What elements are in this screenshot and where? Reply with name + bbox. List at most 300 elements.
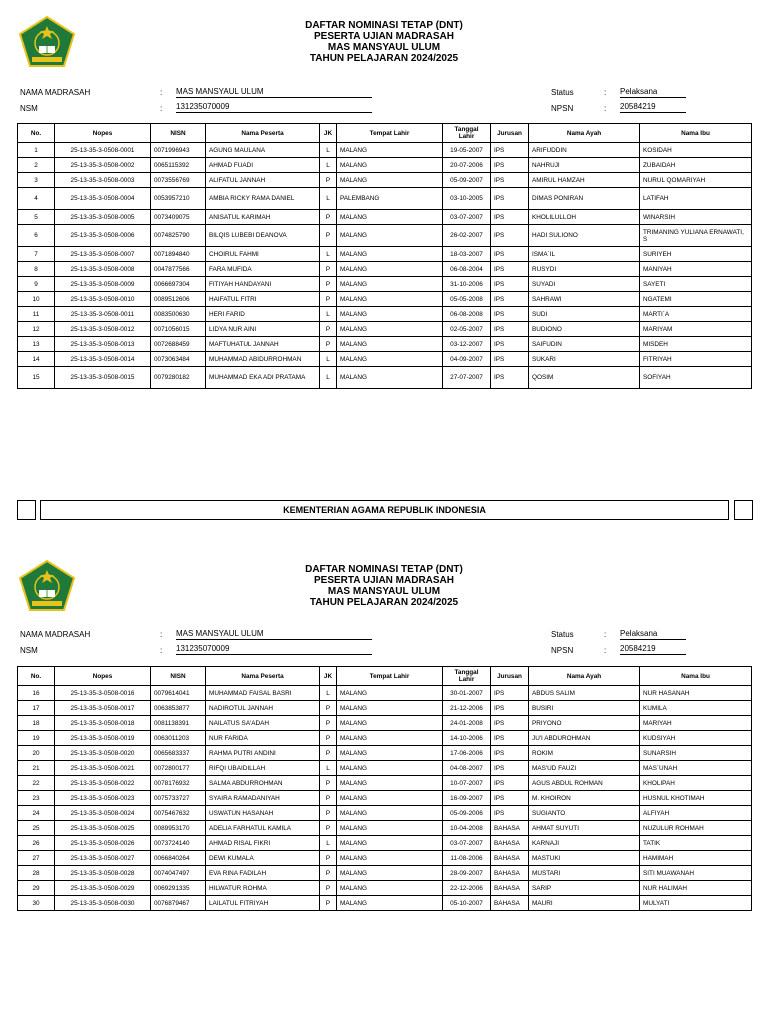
cell-jurusan: BAHASA xyxy=(491,851,529,866)
cell-no: 19 xyxy=(18,731,55,746)
status-value: Pelaksana xyxy=(620,87,686,98)
cell-nisn: 0047877566 xyxy=(151,262,206,277)
table-row xyxy=(18,307,752,322)
cell-jurusan: IPS xyxy=(491,337,529,352)
cell-jk: L xyxy=(320,367,337,389)
cell-jk: L xyxy=(320,158,337,173)
cell-nama-ayah: KHOLILULLOH xyxy=(529,210,640,225)
cell-no: 9 xyxy=(18,277,55,292)
colon: : xyxy=(604,104,607,113)
cell-tempat-lahir: MALANG xyxy=(337,225,443,247)
cell-jk: P xyxy=(320,866,337,881)
table-row xyxy=(18,262,752,277)
cell-nopes: 25-13-35-3-0508-0002 xyxy=(55,158,151,173)
cell-nama-ibu: LATIFAH xyxy=(640,188,752,210)
table-row xyxy=(18,866,752,881)
cell-nama-ibu: HAMIMAH xyxy=(640,851,752,866)
table-row xyxy=(18,337,752,352)
cell-tanggal-lahir: 04-08-2007 xyxy=(443,761,491,776)
cell-nama-ayah: ROKIM xyxy=(529,746,640,761)
header-jk: JK xyxy=(320,667,337,686)
cell-nama-peserta: RAHMA PUTRI ANDINI xyxy=(206,746,320,761)
header-nisn: NISN xyxy=(151,667,206,686)
cell-jurusan: BAHASA xyxy=(491,836,529,851)
cell-nopes: 25-13-35-3-0508-0016 xyxy=(55,686,151,701)
table-row xyxy=(18,896,752,911)
cell-jurusan: IPS xyxy=(491,731,529,746)
cell-jurusan: IPS xyxy=(491,307,529,322)
cell-tempat-lahir: MALANG xyxy=(337,776,443,791)
cell-no: 24 xyxy=(18,806,55,821)
cell-nama-ibu: HUSNUL KHOTIMAH xyxy=(640,791,752,806)
colon: : xyxy=(160,646,163,655)
cell-jurusan: IPS xyxy=(491,352,529,367)
header-nama-peserta: Nama Peserta xyxy=(206,124,320,143)
cell-nama-ayah: SUDI xyxy=(529,307,640,322)
cell-jurusan: IPS xyxy=(491,776,529,791)
cell-jk: P xyxy=(320,881,337,896)
cell-tanggal-lahir: 22-12-2006 xyxy=(443,881,491,896)
cell-tempat-lahir: MALANG xyxy=(337,210,443,225)
cell-jk: P xyxy=(320,896,337,911)
nsm-value: 131235070009 xyxy=(176,644,372,655)
cell-tanggal-lahir: 31-10-2006 xyxy=(443,277,491,292)
cell-tanggal-lahir: 11-08-2006 xyxy=(443,851,491,866)
cell-nisn: 0071996943 xyxy=(151,143,206,158)
cell-nisn: 0071056015 xyxy=(151,322,206,337)
cell-jk: P xyxy=(320,746,337,761)
cell-jk: P xyxy=(320,277,337,292)
cell-tanggal-lahir: 03-07-2007 xyxy=(443,836,491,851)
title-line-1: DAFTAR NOMINASI TETAP (DNT) xyxy=(305,20,463,31)
cell-nama-ayah: MUSTARI xyxy=(529,866,640,881)
cell-jk: P xyxy=(320,210,337,225)
table-row xyxy=(18,791,752,806)
cell-nisn: 0053957210 xyxy=(151,188,206,210)
nsm-label: NSM xyxy=(20,646,38,655)
cell-nama-peserta: HAIFATUL FITRI xyxy=(206,292,320,307)
cell-nisn: 0075467632 xyxy=(151,806,206,821)
cell-no: 16 xyxy=(18,686,55,701)
footer-right-box xyxy=(734,500,753,520)
cell-tempat-lahir: MALANG xyxy=(337,761,443,776)
colon: : xyxy=(604,630,607,639)
cell-nisn: 0075733727 xyxy=(151,791,206,806)
cell-nama-ayah: MASTUKI xyxy=(529,851,640,866)
cell-nama-ibu: MANIYAH xyxy=(640,262,752,277)
cell-nama-ayah: KARNAJI xyxy=(529,836,640,851)
cell-nisn: 0079280182 xyxy=(151,367,206,389)
cell-tanggal-lahir: 05-05-2008 xyxy=(443,292,491,307)
cell-nisn: 0063853877 xyxy=(151,701,206,716)
title-line-4: TAHUN PELAJARAN 2024/2025 xyxy=(309,53,459,64)
table-row xyxy=(18,701,752,716)
cell-jurusan: IPS xyxy=(491,247,529,262)
cell-no: 28 xyxy=(18,866,55,881)
cell-nama-ayah: NAHRUJI xyxy=(529,158,640,173)
cell-nama-peserta: NUR FARIDA xyxy=(206,731,320,746)
table-row xyxy=(18,881,752,896)
cell-tempat-lahir: MALANG xyxy=(337,701,443,716)
table-row xyxy=(18,851,752,866)
cell-no: 8 xyxy=(18,262,55,277)
table-row xyxy=(18,761,752,776)
cell-jk: P xyxy=(320,701,337,716)
cell-nama-ayah: SUGIANTO xyxy=(529,806,640,821)
cell-tanggal-lahir: 06-08-2004 xyxy=(443,262,491,277)
cell-nama-ayah: JU'I ABDUROHMAN xyxy=(529,731,640,746)
cell-tanggal-lahir: 03-12-2007 xyxy=(443,337,491,352)
cell-nama-ayah: ABDUS SALIM xyxy=(529,686,640,701)
cell-nama-peserta: MUHAMMAD FAISAL BASRI xyxy=(206,686,320,701)
cell-tempat-lahir: MALANG xyxy=(337,731,443,746)
header-nopes: Nopes xyxy=(55,124,151,143)
title-line-4: TAHUN PELAJARAN 2024/2025 xyxy=(309,597,459,608)
cell-jurusan: IPS xyxy=(491,686,529,701)
title-line-2: PESERTA UJIAN MADRASAH xyxy=(313,31,454,42)
cell-nama-peserta: RIFQI UBAIDILLAH xyxy=(206,761,320,776)
cell-jk: P xyxy=(320,731,337,746)
cell-nisn: 0089512606 xyxy=(151,292,206,307)
cell-nama-ibu: MULYATI xyxy=(640,896,752,911)
cell-nama-peserta: LIDYA NUR AINI xyxy=(206,322,320,337)
cell-tanggal-lahir: 05-09-2007 xyxy=(443,173,491,188)
cell-nama-ibu: MARIYAH xyxy=(640,716,752,731)
colon: : xyxy=(160,104,163,113)
colon: : xyxy=(160,630,163,639)
cell-nopes: 25-13-35-3-0508-0012 xyxy=(55,322,151,337)
cell-jk: P xyxy=(320,806,337,821)
cell-no: 20 xyxy=(18,746,55,761)
cell-nama-peserta: ADELIA FARHATUL KAMILA xyxy=(206,821,320,836)
cell-no: 27 xyxy=(18,851,55,866)
cell-nopes: 25-13-35-3-0508-0013 xyxy=(55,337,151,352)
participant-table xyxy=(17,123,752,389)
cell-tanggal-lahir: 30-01-2007 xyxy=(443,686,491,701)
cell-tempat-lahir: MALANG xyxy=(337,337,443,352)
cell-nisn: 0065115392 xyxy=(151,158,206,173)
cell-nama-peserta: BILQIS LUBEBI DEANOVA xyxy=(206,225,320,247)
cell-nisn: 0066840264 xyxy=(151,851,206,866)
cell-jurusan: IPS xyxy=(491,225,529,247)
cell-nama-peserta: NADIROTUL JANNAH xyxy=(206,701,320,716)
cell-nopes: 25-13-35-3-0508-0020 xyxy=(55,746,151,761)
cell-nama-ayah: ARIFUDDIN xyxy=(529,143,640,158)
cell-nisn: 0063011203 xyxy=(151,731,206,746)
cell-tanggal-lahir: 18-03-2007 xyxy=(443,247,491,262)
cell-nopes: 25-13-35-3-0508-0017 xyxy=(55,701,151,716)
cell-nama-peserta: AHMAD RISAL FIKRI xyxy=(206,836,320,851)
nsm-label: NSM xyxy=(20,104,38,113)
cell-nopes: 25-13-35-3-0508-0030 xyxy=(55,896,151,911)
cell-nisn: 0079614041 xyxy=(151,686,206,701)
title-line-2: PESERTA UJIAN MADRASAH xyxy=(313,575,454,586)
cell-nama-ibu: SITI MUAWANAH xyxy=(640,866,752,881)
cell-tanggal-lahir: 28-09-2007 xyxy=(443,866,491,881)
cell-nama-ibu: KOSIDAH xyxy=(640,143,752,158)
header-tempat-lahir: Tempat Lahir xyxy=(337,667,443,686)
cell-nama-peserta: AMBIA RICKY RAMA DANIEL xyxy=(206,188,320,210)
header-nama-peserta: Nama Peserta xyxy=(206,667,320,686)
header-jurusan: Jurusan xyxy=(491,124,529,143)
cell-tanggal-lahir: 27-07-2007 xyxy=(443,367,491,389)
cell-nopes: 25-13-35-3-0508-0022 xyxy=(55,776,151,791)
cell-tanggal-lahir: 02-05-2007 xyxy=(443,322,491,337)
colon: : xyxy=(604,88,607,97)
cell-nama-ibu: NUZULUR ROHMAH xyxy=(640,821,752,836)
cell-nopes: 25-13-35-3-0508-0007 xyxy=(55,247,151,262)
title-line-1: DAFTAR NOMINASI TETAP (DNT) xyxy=(305,564,463,575)
cell-nama-peserta: USWATUN HASANAH xyxy=(206,806,320,821)
cell-nopes: 25-13-35-3-0508-0009 xyxy=(55,277,151,292)
cell-nisn: 0074825790 xyxy=(151,225,206,247)
cell-nopes: 25-13-35-3-0508-0011 xyxy=(55,307,151,322)
cell-jk: P xyxy=(320,776,337,791)
header-jurusan: Jurusan xyxy=(491,667,529,686)
cell-nopes: 25-13-35-3-0508-0006 xyxy=(55,225,151,247)
cell-nama-ibu: KUDSIYAH xyxy=(640,731,752,746)
cell-tempat-lahir: MALANG xyxy=(337,881,443,896)
cell-nama-ayah: QOSIM xyxy=(529,367,640,389)
cell-nama-peserta: ANISATUL KARIMAH xyxy=(206,210,320,225)
cell-tempat-lahir: MALANG xyxy=(337,352,443,367)
cell-no: 14 xyxy=(18,352,55,367)
footer-ministry: KEMENTERIAN AGAMA REPUBLIK INDONESIA xyxy=(40,500,729,520)
participant-table xyxy=(17,666,752,911)
cell-tanggal-lahir: 17-06-2006 xyxy=(443,746,491,761)
cell-nama-ayah: AGUS ABDUL ROHMAN xyxy=(529,776,640,791)
cell-nama-ayah: PRIYONO xyxy=(529,716,640,731)
cell-tempat-lahir: MALANG xyxy=(337,247,443,262)
cell-jurusan: IPS xyxy=(491,367,529,389)
cell-jurusan: IPS xyxy=(491,746,529,761)
cell-no: 17 xyxy=(18,701,55,716)
cell-nama-peserta: FARA MUFIDA xyxy=(206,262,320,277)
cell-nopes: 25-13-35-3-0508-0026 xyxy=(55,836,151,851)
cell-jk: P xyxy=(320,791,337,806)
cell-tanggal-lahir: 10-04-2008 xyxy=(443,821,491,836)
cell-jk: L xyxy=(320,143,337,158)
cell-nopes: 25-13-35-3-0508-0014 xyxy=(55,352,151,367)
status-value: Pelaksana xyxy=(620,629,686,640)
cell-nopes: 25-13-35-3-0508-0005 xyxy=(55,210,151,225)
cell-nopes: 25-13-35-3-0508-0008 xyxy=(55,262,151,277)
cell-nama-peserta: DEWI KUMALA xyxy=(206,851,320,866)
cell-nisn: 0073063484 xyxy=(151,352,206,367)
cell-no: 13 xyxy=(18,337,55,352)
cell-tanggal-lahir: 19-05-2007 xyxy=(443,143,491,158)
cell-nama-ibu: NUR HALIMAH xyxy=(640,881,752,896)
cell-jk: P xyxy=(320,292,337,307)
cell-tanggal-lahir: 24-01-2008 xyxy=(443,716,491,731)
cell-tempat-lahir: MALANG xyxy=(337,746,443,761)
cell-jurusan: IPS xyxy=(491,701,529,716)
colon: : xyxy=(604,646,607,655)
cell-nama-peserta: ALIFATUL JANNAH xyxy=(206,173,320,188)
cell-nama-ibu: MARIYAM xyxy=(640,322,752,337)
cell-tempat-lahir: MALANG xyxy=(337,292,443,307)
cell-jk: L xyxy=(320,686,337,701)
cell-tempat-lahir: MALANG xyxy=(337,262,443,277)
cell-nisn: 0073724140 xyxy=(151,836,206,851)
cell-tanggal-lahir: 05-09-2006 xyxy=(443,806,491,821)
table-row xyxy=(18,821,752,836)
cell-nama-ayah: HADI SULIONO xyxy=(529,225,640,247)
page-title xyxy=(0,564,768,608)
cell-nama-ibu: NUR HASANAH xyxy=(640,686,752,701)
table-row xyxy=(18,225,752,247)
cell-tempat-lahir: MALANG xyxy=(337,307,443,322)
cell-nama-peserta: HILWATUR ROHMA xyxy=(206,881,320,896)
cell-nama-peserta: FITIYAH HANDAYANI xyxy=(206,277,320,292)
cell-nama-ibu: MAS`UNAH xyxy=(640,761,752,776)
cell-nama-peserta: SYAIRA RAMADANIYAH xyxy=(206,791,320,806)
cell-tempat-lahir: MALANG xyxy=(337,896,443,911)
cell-tanggal-lahir: 05-10-2007 xyxy=(443,896,491,911)
status-label: Status xyxy=(551,88,574,97)
cell-jk: P xyxy=(320,821,337,836)
cell-jurusan: IPS xyxy=(491,277,529,292)
cell-nopes: 25-13-35-3-0508-0003 xyxy=(55,173,151,188)
cell-tanggal-lahir: 26-02-2007 xyxy=(443,225,491,247)
cell-nisn: 0089953170 xyxy=(151,821,206,836)
cell-nama-ayah: ISMA`IL xyxy=(529,247,640,262)
cell-nisn: 0076879467 xyxy=(151,896,206,911)
cell-nama-ibu: SAYETI xyxy=(640,277,752,292)
cell-nama-ayah: SUYADI xyxy=(529,277,640,292)
cell-jurusan: BAHASA xyxy=(491,896,529,911)
nama-madrasah-label: NAMA MADRASAH xyxy=(20,630,91,639)
title-line-3: MAS MANSYAUL ULUM xyxy=(327,586,441,597)
table-row xyxy=(18,806,752,821)
cell-nama-ayah: SUKARI xyxy=(529,352,640,367)
cell-nopes: 25-13-35-3-0508-0021 xyxy=(55,761,151,776)
cell-tanggal-lahir: 20-07-2006 xyxy=(443,158,491,173)
cell-nopes: 25-13-35-3-0508-0023 xyxy=(55,791,151,806)
table-row xyxy=(18,367,752,389)
cell-nama-peserta: SALMA ABDURROHMAN xyxy=(206,776,320,791)
cell-nama-ayah: MAS'UD FAUZI xyxy=(529,761,640,776)
cell-nisn: 0073556769 xyxy=(151,173,206,188)
table-row xyxy=(18,322,752,337)
cell-nama-ayah: AHMAT SUYUTI xyxy=(529,821,640,836)
cell-jurusan: IPS xyxy=(491,210,529,225)
cell-no: 2 xyxy=(18,158,55,173)
cell-nama-peserta: AHMAD FUADI xyxy=(206,158,320,173)
cell-tanggal-lahir: 03-07-2007 xyxy=(443,210,491,225)
cell-nama-ibu: TATIK xyxy=(640,836,752,851)
cell-jk: P xyxy=(320,262,337,277)
cell-jurusan: IPS xyxy=(491,158,529,173)
cell-no: 23 xyxy=(18,791,55,806)
cell-nama-ibu: NURUL QOMARIYAH xyxy=(640,173,752,188)
cell-nopes: 25-13-35-3-0508-0018 xyxy=(55,716,151,731)
cell-nisn: 0072800177 xyxy=(151,761,206,776)
header-nama-ibu: Nama Ibu xyxy=(640,667,752,686)
title-line-3: MAS MANSYAUL ULUM xyxy=(327,42,441,53)
cell-nama-ayah: M. KHOIRON xyxy=(529,791,640,806)
cell-tempat-lahir: MALANG xyxy=(337,716,443,731)
cell-tanggal-lahir: 03-10-2005 xyxy=(443,188,491,210)
table-row xyxy=(18,277,752,292)
cell-nisn: 0081138391 xyxy=(151,716,206,731)
cell-nama-ayah: MAURI xyxy=(529,896,640,911)
cell-tempat-lahir: MALANG xyxy=(337,367,443,389)
cell-tanggal-lahir: 06-08-2008 xyxy=(443,307,491,322)
cell-nama-ibu: KHOLIPAH xyxy=(640,776,752,791)
cell-nama-ayah: DIMAS PONIRAN xyxy=(529,188,640,210)
table-row xyxy=(18,731,752,746)
cell-nama-ayah: BUDIONO xyxy=(529,322,640,337)
cell-tempat-lahir: MALANG xyxy=(337,821,443,836)
nama-madrasah-label: NAMA MADRASAH xyxy=(20,88,91,97)
cell-no: 1 xyxy=(18,143,55,158)
cell-jurusan: IPS xyxy=(491,143,529,158)
cell-nama-ibu: SURIYEH xyxy=(640,247,752,262)
table-row xyxy=(18,247,752,262)
cell-tempat-lahir: MALANG xyxy=(337,836,443,851)
cell-nisn: 0069291335 xyxy=(151,881,206,896)
cell-jk: L xyxy=(320,188,337,210)
cell-nopes: 25-13-35-3-0508-0024 xyxy=(55,806,151,821)
cell-no: 4 xyxy=(18,188,55,210)
cell-nama-ayah: SARIP xyxy=(529,881,640,896)
cell-nisn: 0073409075 xyxy=(151,210,206,225)
npsn-value: 20584219 xyxy=(620,102,686,113)
table-row xyxy=(18,836,752,851)
cell-tempat-lahir: MALANG xyxy=(337,686,443,701)
cell-nama-ayah: AMIRUL HAMZAH xyxy=(529,173,640,188)
cell-jurusan: IPS xyxy=(491,716,529,731)
table-row xyxy=(18,188,752,210)
cell-nama-ayah: SAIFUDIN xyxy=(529,337,640,352)
cell-nopes: 25-13-35-3-0508-0027 xyxy=(55,851,151,866)
cell-nama-peserta: EVA RINA FADILAH xyxy=(206,866,320,881)
cell-no: 3 xyxy=(18,173,55,188)
cell-jurusan: IPS xyxy=(491,173,529,188)
cell-jk: P xyxy=(320,322,337,337)
table-row xyxy=(18,158,752,173)
cell-jk: L xyxy=(320,761,337,776)
cell-nopes: 25-13-35-3-0508-0019 xyxy=(55,731,151,746)
nama-madrasah-value: MAS MANSYAUL ULUM xyxy=(176,629,372,640)
cell-jk: L xyxy=(320,247,337,262)
cell-nama-ibu: ZUBAIDAH xyxy=(640,158,752,173)
cell-no: 18 xyxy=(18,716,55,731)
cell-nama-ibu: SUNARSIH xyxy=(640,746,752,761)
header-tanggal-lahir: Tanggal Lahir xyxy=(443,667,491,686)
header-jk: JK xyxy=(320,124,337,143)
cell-tanggal-lahir: 14-10-2006 xyxy=(443,731,491,746)
cell-tanggal-lahir: 16-09-2007 xyxy=(443,791,491,806)
cell-no: 10 xyxy=(18,292,55,307)
cell-no: 30 xyxy=(18,896,55,911)
cell-no: 22 xyxy=(18,776,55,791)
footer-left-box xyxy=(17,500,36,520)
cell-nama-peserta: MUHAMMAD EKA ADI PRATAMA xyxy=(206,367,320,389)
cell-nisn: 0066697304 xyxy=(151,277,206,292)
cell-tempat-lahir: MALANG xyxy=(337,791,443,806)
npsn-label: NPSN xyxy=(551,104,574,113)
table-row xyxy=(18,173,752,188)
cell-nama-peserta: AGUNG MAULANA xyxy=(206,143,320,158)
header-no: No. xyxy=(18,667,55,686)
cell-nisn: 0083500630 xyxy=(151,307,206,322)
header-nama-ayah: Nama Ayah xyxy=(529,124,640,143)
cell-jk: L xyxy=(320,352,337,367)
cell-nama-ibu: NGATEMI xyxy=(640,292,752,307)
cell-nama-ibu: WINARSIH xyxy=(640,210,752,225)
